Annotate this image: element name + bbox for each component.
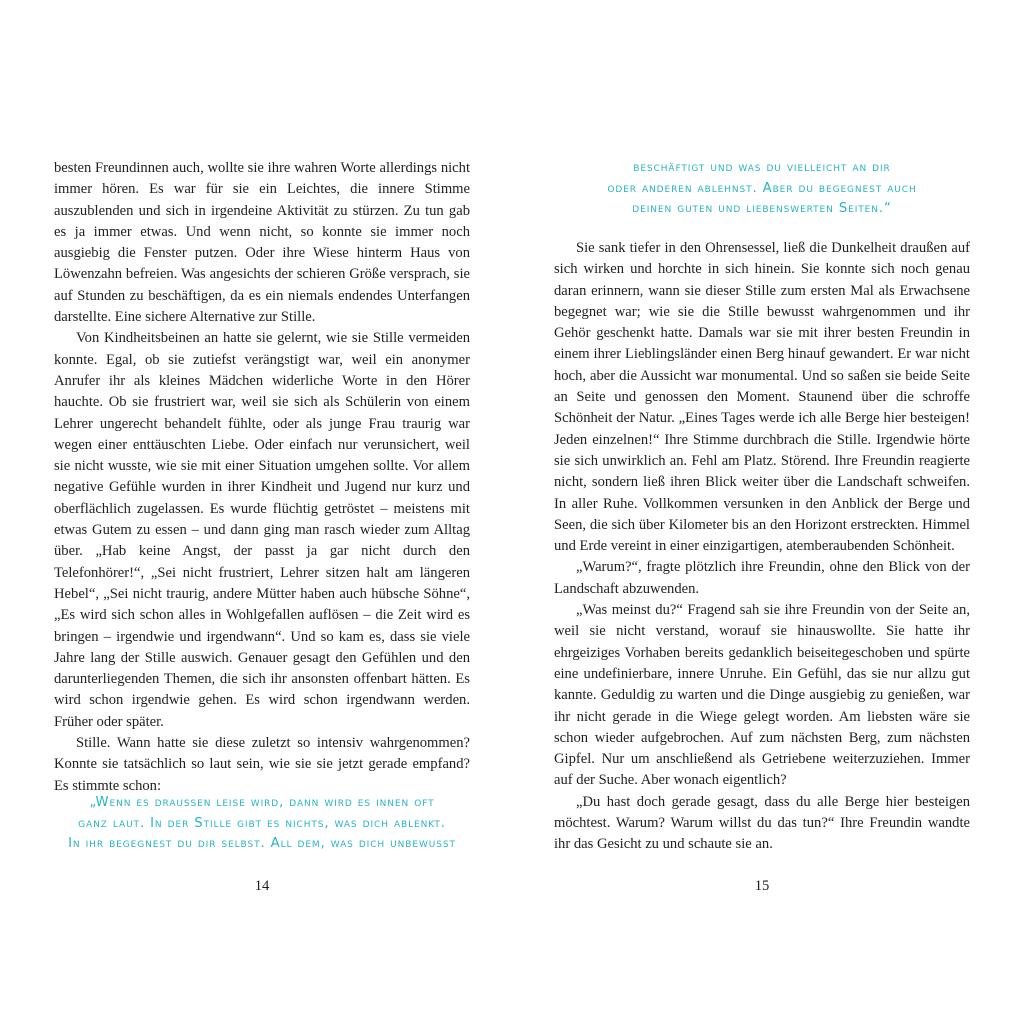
quote-line: In ihr begegnest du dir selbst. All dem, was dich unbewusst	[68, 836, 456, 851]
quote-line: oder anderen ablehnst. Aber du begegnest auch	[607, 180, 917, 196]
quote-line: „Wenn es draussen leise wird, dann wird es innen oft	[89, 795, 435, 810]
paragraph: „Warum?“, fragte plötzlich ihre Freundin, ohne den Blick von der Landschaft abzuwenden.	[554, 559, 970, 597]
left-body-text	[54, 158, 470, 797]
paragraph: „Du hast doch gerade gesagt, dass du alle Berge hier besteigen möchtest. Warum? Warum willst du das tun?“ Ihre Freundin wandte ihr das Gesicht zu und schaute sie an.	[554, 793, 970, 853]
quote-line: deinen guten und liebenswerten Seiten.“	[632, 201, 892, 216]
paragraph: „Was meinst du?“ Fragend sah sie ihre Freundin von der Seite an, weil sie nicht verstand, worauf sie hinauswollte. Sie hatte ihr ehrgeiziges Vorhaben bereits gedanklich beiseitegeschoben und spürte eine undefinierbare, innere Unruhe. Ein Gefühl, das sie nur allzu gut kannte. Geduldig zu warten und die Dinge ausgiebig zu genießen, war ihr nicht gerade in die Wiege gelegt worden. Am liebsten wäre sie schon wieder aufgebrochen. Auf zum nächsten Berg, zum nächsten Gipfel. Nur um anschließend als Getriebene weiterzuziehen. Immer auf der Suche. Aber wonach eigentlich?	[554, 602, 970, 789]
quote-line: ganz laut. In der Stille gibt es nichts, was dich ablenkt.	[78, 815, 446, 831]
paragraph: Sie sank tiefer in den Ohrensessel, ließ die Dunkelheit draußen auf sich wirken und horchte in sich hinein. Sie konnte sich noch genau daran erinnern, wann sie dieser Stille zum ersten Mal als Erwachsene begegnet war; wie sie die Stille bewusst wahrgenommen und ihr Gehör geschenkt hatte. Damals war sie mit ihrer besten Freundin in einem ihrer Lieblingsländer einen Berg hinauf gewandert. Er war nicht hoch, aber die Aussicht war monumental. Und so saßen sie beide Seite an Seite und genossen den Moment. Staunend über die schroffe Schönheit der Natur. „Eines Tages werde ich alle Berge hier besteigen! Jeden einzelnen!“ Ihre Stimme durchbrach die Stille. Irgendwie hörte sie sich unwirklich an. Fehl am Platz. Störend. Ihre Freundin reagierte nicht, sondern ließ ihren Blick weiter über die Landschaft schweifen. In aller Ruhe. Vollkommen versunken in den Anblick der Berge und Seen, die sich über Kilometer bis an den Horizont erstreckten. Himmel und Erde vereint in einer einzigartigen, atemberaubenden Schönheit.	[554, 240, 970, 555]
page-number: 14	[254, 878, 270, 894]
right-quote	[554, 158, 970, 220]
quote-line: beschäftigt und was du vielleicht an dir	[633, 160, 891, 175]
paragraph: Stille. Wann hatte sie diese zuletzt so intensiv wahrgenommen? Konnte sie tatsächlich so laut sein, wie sie sie jetzt gerade empfand? Es stimmte schon:	[54, 735, 470, 794]
right-body-text	[554, 238, 970, 856]
page-number: 15	[754, 878, 770, 894]
left-quote	[54, 793, 470, 855]
left-page	[54, 0, 470, 1024]
paragraph: besten Freundinnen auch, wollte sie ihre wahren Worte allerdings nicht immer hören. Es war für sie ein Leichtes, die innere Stimme auszublenden und sich in irgendeine Aktivität zu stürzen. Zu tun gab es ja immer etwas. Und wenn nicht, so konnte sie immer noch ausgiebig die Fenster putzen. Oder ihre Wiese hinterm Haus von Löwenzahn befreien. Was angesichts der schieren Größe versprach, sie auf Stunden zu beschäftigen, da es ein niemals endendes Unterfangen darstellte. Eine sichere Alternative zur Stille.	[54, 160, 470, 326]
paragraph: Von Kindheitsbeinen an hatte sie gelernt, wie sie Stille vermeiden konnte. Egal, ob sie zutiefst verängstigt war, weil ein anonymer Anrufer ihr als kleines Mädchen widerliche Worte in den Hörer hauchte. Ob sie frustriert war, weil sie sich als Schülerin von einem Lehrer ungerecht behandelt fühlte, oder als junge Frau traurig war wegen einer enttäuschten Liebe. Oder einfach nur verunsichert, weil sie nicht wusste, wie sie mit einer Situation umgehen sollte. Vor allem negative Gefühle wurden in ihrer Kindheit und Jugend nur kurz und oberflächlich zugelassen. Es wurde flüchtig getröstet – meistens mit etwas Gutem zu essen – und dann ging man rasch wieder zum Alltag über. „Hab keine Angst, der passt ja gar nicht durch den Telefonhörer!“, „Sei nicht frustriert, Lehrer sitzen halt am längeren Hebel“, „Sei nicht traurig, andere Mütter haben auch hübsche Söhne“, „Es wird sich schon alles in Wohlgefallen auflösen – die Zeit wird es bringen – irgendwie und irgendwann“. Und so kam es, dass sie viele Jahre lang der Stille auswich. Genauer gesagt den Gefühlen und den darunterliegenden Themen, die sich ihr ansonsten offenbart hätten. Es wird schon irgendwie gehen. Es wird schon irgendwann werden. Früher oder später.	[54, 330, 470, 730]
right-page	[554, 0, 970, 1024]
